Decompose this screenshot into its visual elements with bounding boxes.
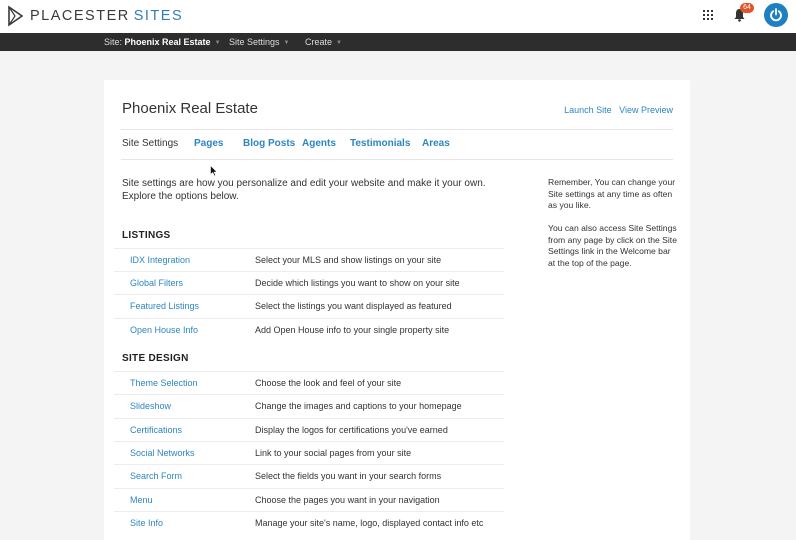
settings-row xyxy=(114,271,504,294)
settings-row xyxy=(114,394,504,417)
divider xyxy=(121,159,673,160)
listings-heading: LISTINGS xyxy=(122,230,171,241)
setting-description: Change the images and captions to your homepage xyxy=(255,401,462,411)
intro-text: Site settings are how you personalize and edit your website and make it your own. Explore the options below. xyxy=(122,178,486,202)
global-filters-link[interactable]: Global Filters xyxy=(130,278,184,288)
chevron-down-icon: ▼ xyxy=(283,40,290,46)
open-house-info-link[interactable]: Open House Info xyxy=(130,325,199,335)
placester-logo[interactable] xyxy=(7,5,183,27)
header-links xyxy=(559,105,673,115)
slideshow-link[interactable]: Slideshow xyxy=(130,401,172,411)
setting-description: Add Open House info to your single property site xyxy=(255,325,450,335)
chevron-down-icon: ▼ xyxy=(336,40,342,46)
settings-row xyxy=(114,248,504,271)
setting-description: Decide which listings you want to show on your site xyxy=(255,278,460,288)
tab-blog-posts[interactable]: Blog Posts xyxy=(243,138,296,149)
setting-description: Choose the look and feel of your site xyxy=(255,378,402,388)
setting-description: Display the logos for certifications you've earned xyxy=(255,425,448,435)
idx-integration-link[interactable]: IDX Integration xyxy=(130,255,191,265)
site-design-heading: SITE DESIGN xyxy=(122,353,189,364)
menu-link[interactable]: Menu xyxy=(130,495,153,505)
social-networks-link[interactable]: Social Networks xyxy=(130,448,195,458)
account-power-button[interactable] xyxy=(764,3,788,27)
create-menu[interactable]: Create ▼ xyxy=(305,33,342,51)
tab-areas[interactable]: Areas xyxy=(422,138,450,149)
settings-row xyxy=(114,488,504,511)
logo-text: PLACESTER SITES xyxy=(30,8,184,24)
settings-row xyxy=(114,318,504,341)
site-settings-menu[interactable]: Site Settings ▼ xyxy=(229,33,289,51)
current-site-name: Phoenix Real Estate xyxy=(124,37,211,47)
setting-description: Choose the pages you want in your navigation xyxy=(255,495,440,505)
settings-row xyxy=(114,511,504,534)
sidebar-note: You can also access Site Settings from any page by click on the Site Settings link in the Welcome bar at the top of the page. xyxy=(548,223,677,268)
logo-mark-icon xyxy=(7,5,24,27)
apps-grid-icon[interactable] xyxy=(703,10,713,20)
setting-description: Link to your social pages from your site xyxy=(255,448,412,458)
site-settings-card xyxy=(104,80,690,540)
tab-agents[interactable]: Agents xyxy=(302,138,336,149)
settings-row xyxy=(114,418,504,441)
mouse-cursor-icon xyxy=(210,165,218,177)
divider xyxy=(121,129,673,130)
power-icon xyxy=(769,8,783,22)
setting-description: Select your MLS and show listings on your site xyxy=(255,255,442,265)
search-form-link[interactable]: Search Form xyxy=(130,471,183,481)
site-selector[interactable]: Site: Phoenix Real Estate ▼ xyxy=(104,33,221,51)
tab-pages[interactable]: Pages xyxy=(194,138,224,149)
theme-selection-link[interactable]: Theme Selection xyxy=(130,378,198,388)
welcome-nav-bar xyxy=(0,33,796,51)
settings-row xyxy=(114,294,504,317)
chevron-down-icon: ▼ xyxy=(214,40,221,46)
tab-testimonials[interactable]: Testimonials xyxy=(350,138,411,149)
top-bar xyxy=(0,0,796,33)
setting-description: Select the listings you want displayed as featured xyxy=(255,301,452,311)
sidebar-note: Remember, You can change your Site settings at any time as often as you like. xyxy=(548,177,676,211)
tab-site-settings[interactable]: Site Settings xyxy=(122,138,179,149)
settings-row xyxy=(114,464,504,487)
setting-description: Manage your site's name, logo, displayed contact info etc xyxy=(255,518,484,528)
site-info-link[interactable]: Site Info xyxy=(130,518,164,528)
launch-site-link[interactable]: Launch Site xyxy=(564,105,612,115)
page-title: Phoenix Real Estate xyxy=(122,100,258,117)
view-preview-link[interactable]: View Preview xyxy=(619,105,673,115)
featured-listings-link[interactable]: Featured Listings xyxy=(130,301,200,311)
certifications-link[interactable]: Certifications xyxy=(130,425,183,435)
settings-row xyxy=(114,441,504,464)
settings-row xyxy=(114,371,504,394)
setting-description: Select the fields you want in your search forms xyxy=(255,471,442,481)
notification-badge: 64 xyxy=(740,3,754,13)
